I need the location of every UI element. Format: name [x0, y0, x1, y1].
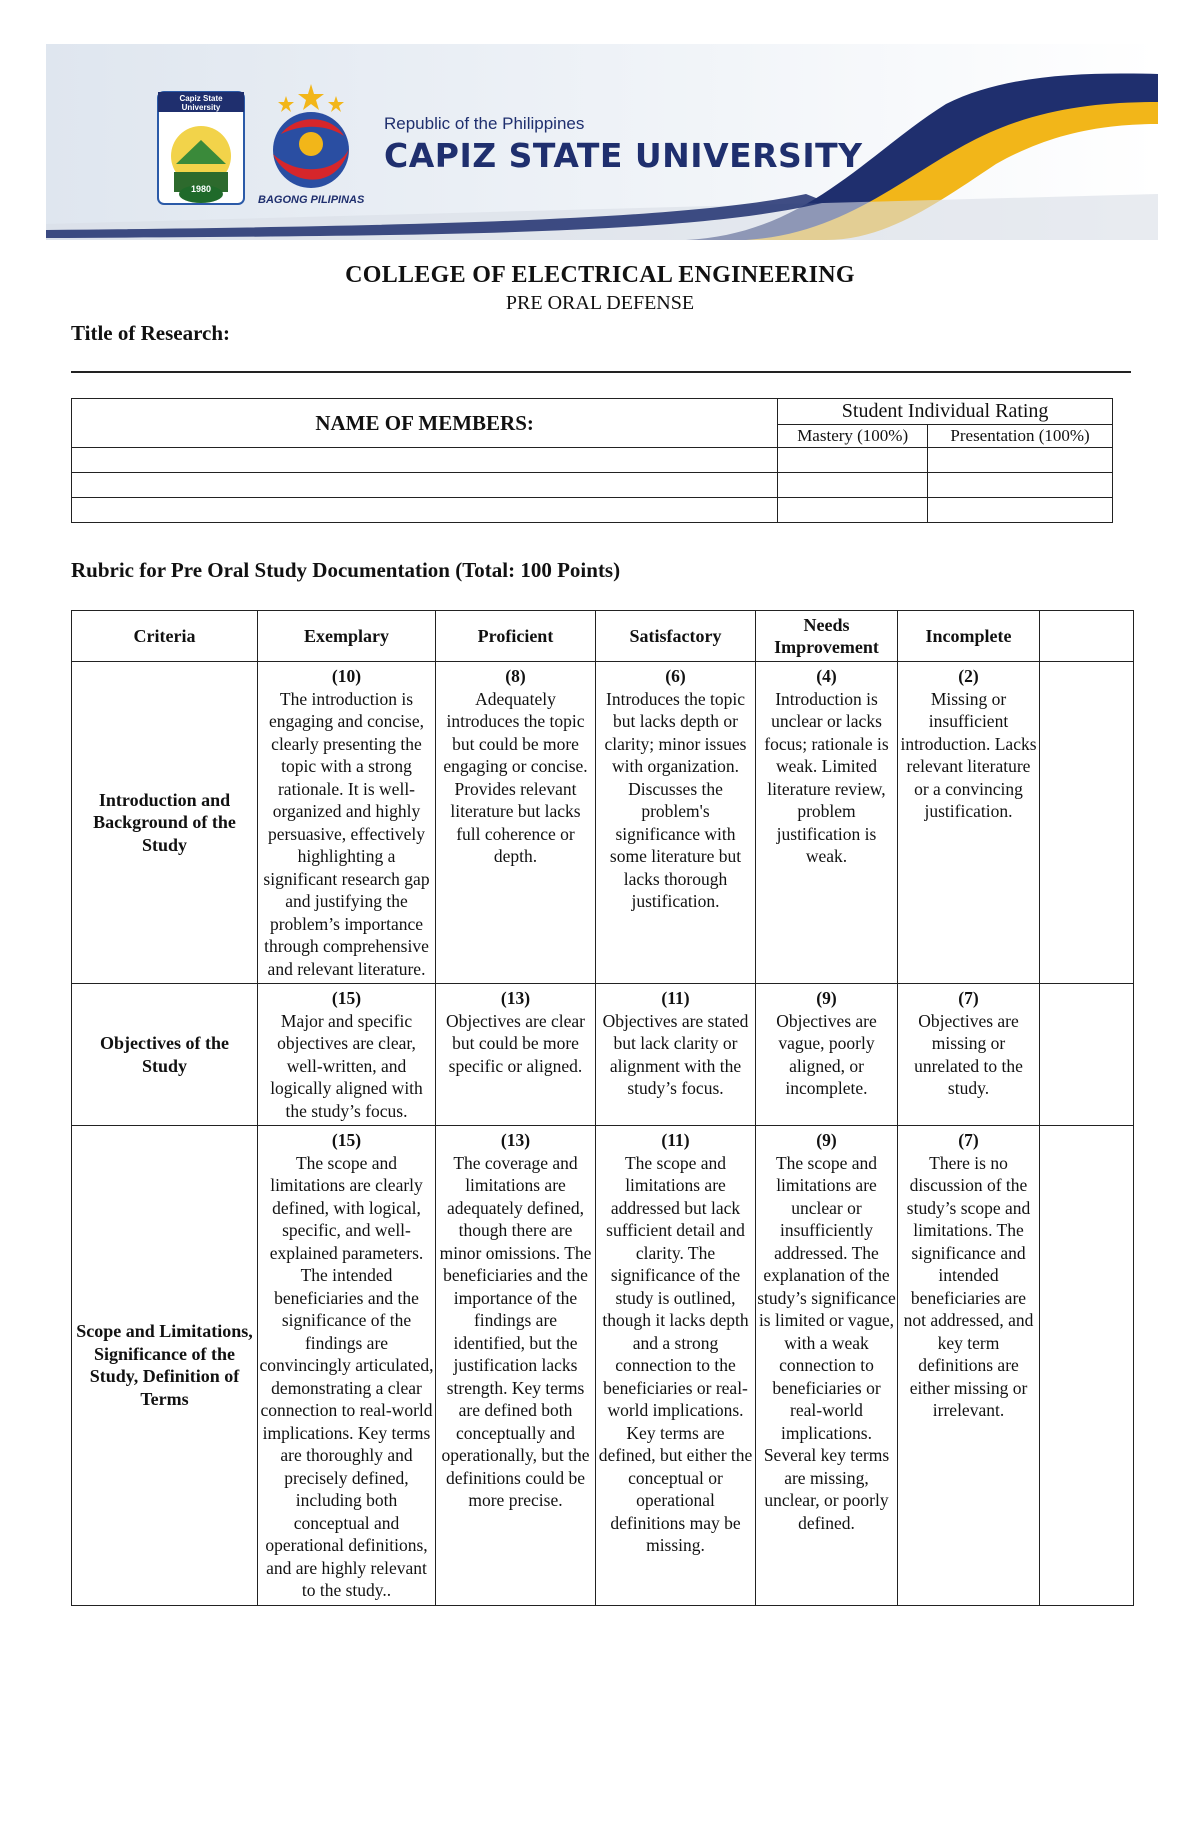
- descriptor-text: The scope and limitations are clearly defined, with logical, specific, and well-explained parameters. The intended beneficiaries and the significance of the findings are convincingly articulated, demonstrating a clear connection to real-world implications. Key terms are thoroughly and precisely defined, including both conceptual and operational definitions, and are highly relevant to the study..: [259, 1152, 434, 1600]
- points-label: (9): [816, 1130, 837, 1150]
- score-cell[interactable]: [1040, 984, 1134, 1126]
- header-incomplete: Incomplete: [898, 611, 1040, 662]
- descriptor-text: Major and specific objectives are clear, well-written, and logically aligned with the study’s focus.: [270, 1010, 423, 1121]
- descriptor-text: Objectives are missing or unrelated to the study.: [914, 1010, 1023, 1098]
- points-label: (15): [331, 1130, 362, 1150]
- points-label: (13): [500, 988, 531, 1008]
- presentation-cell[interactable]: [928, 448, 1113, 473]
- rubric-cell: [898, 1126, 1040, 1606]
- mastery-cell[interactable]: [778, 448, 928, 473]
- rubric-row-scope: [72, 1126, 1134, 1606]
- rubric-header-row: [72, 611, 1134, 662]
- header-exemplary: Exemplary: [258, 611, 436, 662]
- title-of-research-label: Title of Research:: [71, 321, 231, 345]
- points-label: (11): [661, 1130, 690, 1150]
- rubric-cell: [436, 662, 596, 984]
- rubric-cell: [436, 1126, 596, 1606]
- mastery-cell[interactable]: [778, 473, 928, 498]
- rubric-cell: [596, 662, 756, 984]
- rubric-cell: [756, 1126, 898, 1606]
- points-label: (11): [661, 988, 690, 1008]
- seal-year: 1980: [190, 184, 212, 194]
- descriptor-text: Introduces the topic but lacks depth or clarity; minor issues with organization. Discusses the problem's significance with some literature but lacks thorough justification.: [604, 688, 747, 911]
- member-name-cell[interactable]: [72, 473, 778, 498]
- score-cell[interactable]: [1040, 662, 1134, 984]
- university-name: CAPIZ STATE UNIVERSITY: [384, 136, 863, 175]
- member-row: [72, 473, 1113, 498]
- points-label: (13): [500, 1130, 531, 1150]
- points-label: (8): [505, 666, 526, 686]
- points-label: (4): [816, 666, 837, 686]
- republic-label: Republic of the Philippines: [384, 114, 585, 133]
- mastery-header: Mastery (100%): [778, 425, 928, 448]
- member-name-cell[interactable]: [72, 498, 778, 523]
- rubric-cell: [756, 984, 898, 1126]
- rubric-cell: [258, 1126, 436, 1606]
- presentation-cell[interactable]: [928, 473, 1113, 498]
- points-label: (9): [816, 988, 837, 1008]
- member-row: [72, 498, 1113, 523]
- student-rating-header: Student Individual Rating: [778, 399, 1113, 425]
- descriptor-text: The coverage and limitations are adequately defined, though there are minor omissions. The beneficiaries and the importance of the findings are identified, but the justification lacks strength. Key terms are defined both conceptually and operationally, but the definitions could be more precise.: [439, 1152, 592, 1510]
- criteria-cell: Scope and Limitations, Significance of the Study, Definition of Terms: [72, 1126, 258, 1606]
- presentation-header: Presentation (100%): [928, 425, 1113, 448]
- rubric-cell: [898, 984, 1040, 1126]
- rubric-cell: [436, 984, 596, 1126]
- title-underline: [71, 371, 1131, 373]
- descriptor-text: The scope and limitations are unclear or insufficiently addressed. The explanation of the study’s significance is limited or vague, with a weak connection to beneficiaries or real-world implications. Several key terms are missing, unclear, or poorly defined.: [757, 1152, 896, 1533]
- rubric-row-objectives: [72, 984, 1134, 1126]
- rubric-cell: [756, 662, 898, 984]
- descriptor-text: Missing or insufficient introduction. Lacks relevant literature or a convincing justification.: [900, 688, 1037, 821]
- bagong-pilipinas-label: BAGONG PILIPINAS: [258, 194, 365, 206]
- criteria-cell: Introduction and Background of the Study: [72, 662, 258, 984]
- seal-text: Capiz State University: [179, 94, 223, 112]
- points-label: (7): [958, 988, 979, 1008]
- descriptor-text: Adequately introduces the topic but could be more engaging or concise. Provides relevant literature but lacks full coherence or depth.: [443, 688, 588, 866]
- points-label: (15): [331, 988, 362, 1008]
- rubric-cell: [596, 1126, 756, 1606]
- descriptor-text: Objectives are vague, poorly aligned, or incomplete.: [776, 1010, 877, 1098]
- header-criteria: Criteria: [72, 611, 258, 662]
- rubric-cell: [258, 662, 436, 984]
- points-label: (6): [665, 666, 686, 686]
- members-table: [71, 398, 1113, 523]
- rubric-cell: [258, 984, 436, 1126]
- member-name-cell[interactable]: [72, 448, 778, 473]
- presentation-cell[interactable]: [928, 498, 1113, 523]
- banner-text: [384, 114, 863, 175]
- rubric-title: Rubric for Pre Oral Study Documentation (Total: 100 Points): [71, 558, 621, 582]
- member-row: [72, 448, 1113, 473]
- header-proficient: Proficient: [436, 611, 596, 662]
- header-needs-improvement: Needs Improvement: [756, 611, 898, 662]
- descriptor-text: Objectives are stated but lack clarity or alignment with the study’s focus.: [602, 1010, 749, 1098]
- document-subtitle: PRE ORAL DEFENSE: [505, 292, 695, 314]
- descriptor-text: Objectives are clear but could be more specific or aligned.: [446, 1010, 585, 1076]
- mastery-cell[interactable]: [778, 498, 928, 523]
- points-label: (10): [331, 666, 362, 686]
- rubric-cell: [898, 662, 1040, 984]
- rubric-row-introduction: [72, 662, 1134, 984]
- descriptor-text: There is no discussion of the study’s scope and limitations. The significance and intended beneficiaries are not addressed, and key term definitions are either missing or irrelevant.: [903, 1152, 1034, 1420]
- descriptor-text: The scope and limitations are addressed but lack sufficient detail and clarity. The significance of the study is outlined, though it lacks depth and a strong connection to the beneficiaries or real-world implications. Key terms are defined, but either the conceptual or operational definitions may be missing.: [598, 1152, 753, 1555]
- header-satisfactory: Satisfactory: [596, 611, 756, 662]
- university-banner: [46, 44, 1158, 240]
- name-of-members-header: NAME OF MEMBERS:: [72, 399, 778, 448]
- rubric-cell: [596, 984, 756, 1126]
- points-label: (2): [958, 666, 979, 686]
- score-cell[interactable]: [1040, 1126, 1134, 1606]
- points-label: (7): [958, 1130, 979, 1150]
- header-score: [1040, 611, 1134, 662]
- criteria-cell: Objectives of the Study: [72, 984, 258, 1126]
- descriptor-text: Introduction is unclear or lacks focus; rationale is weak. Limited literature review, problem justification is weak.: [764, 688, 889, 866]
- descriptor-text: The introduction is engaging and concise, clearly presenting the topic with a strong rationale. It is well-organized and highly persuasive, effectively highlighting a significant research gap and justifying the problem’s importance through comprehensive and relevant literature.: [263, 688, 430, 979]
- rubric-table: [71, 610, 1134, 1606]
- college-title: COLLEGE OF ELECTRICAL ENGINEERING: [345, 262, 855, 288]
